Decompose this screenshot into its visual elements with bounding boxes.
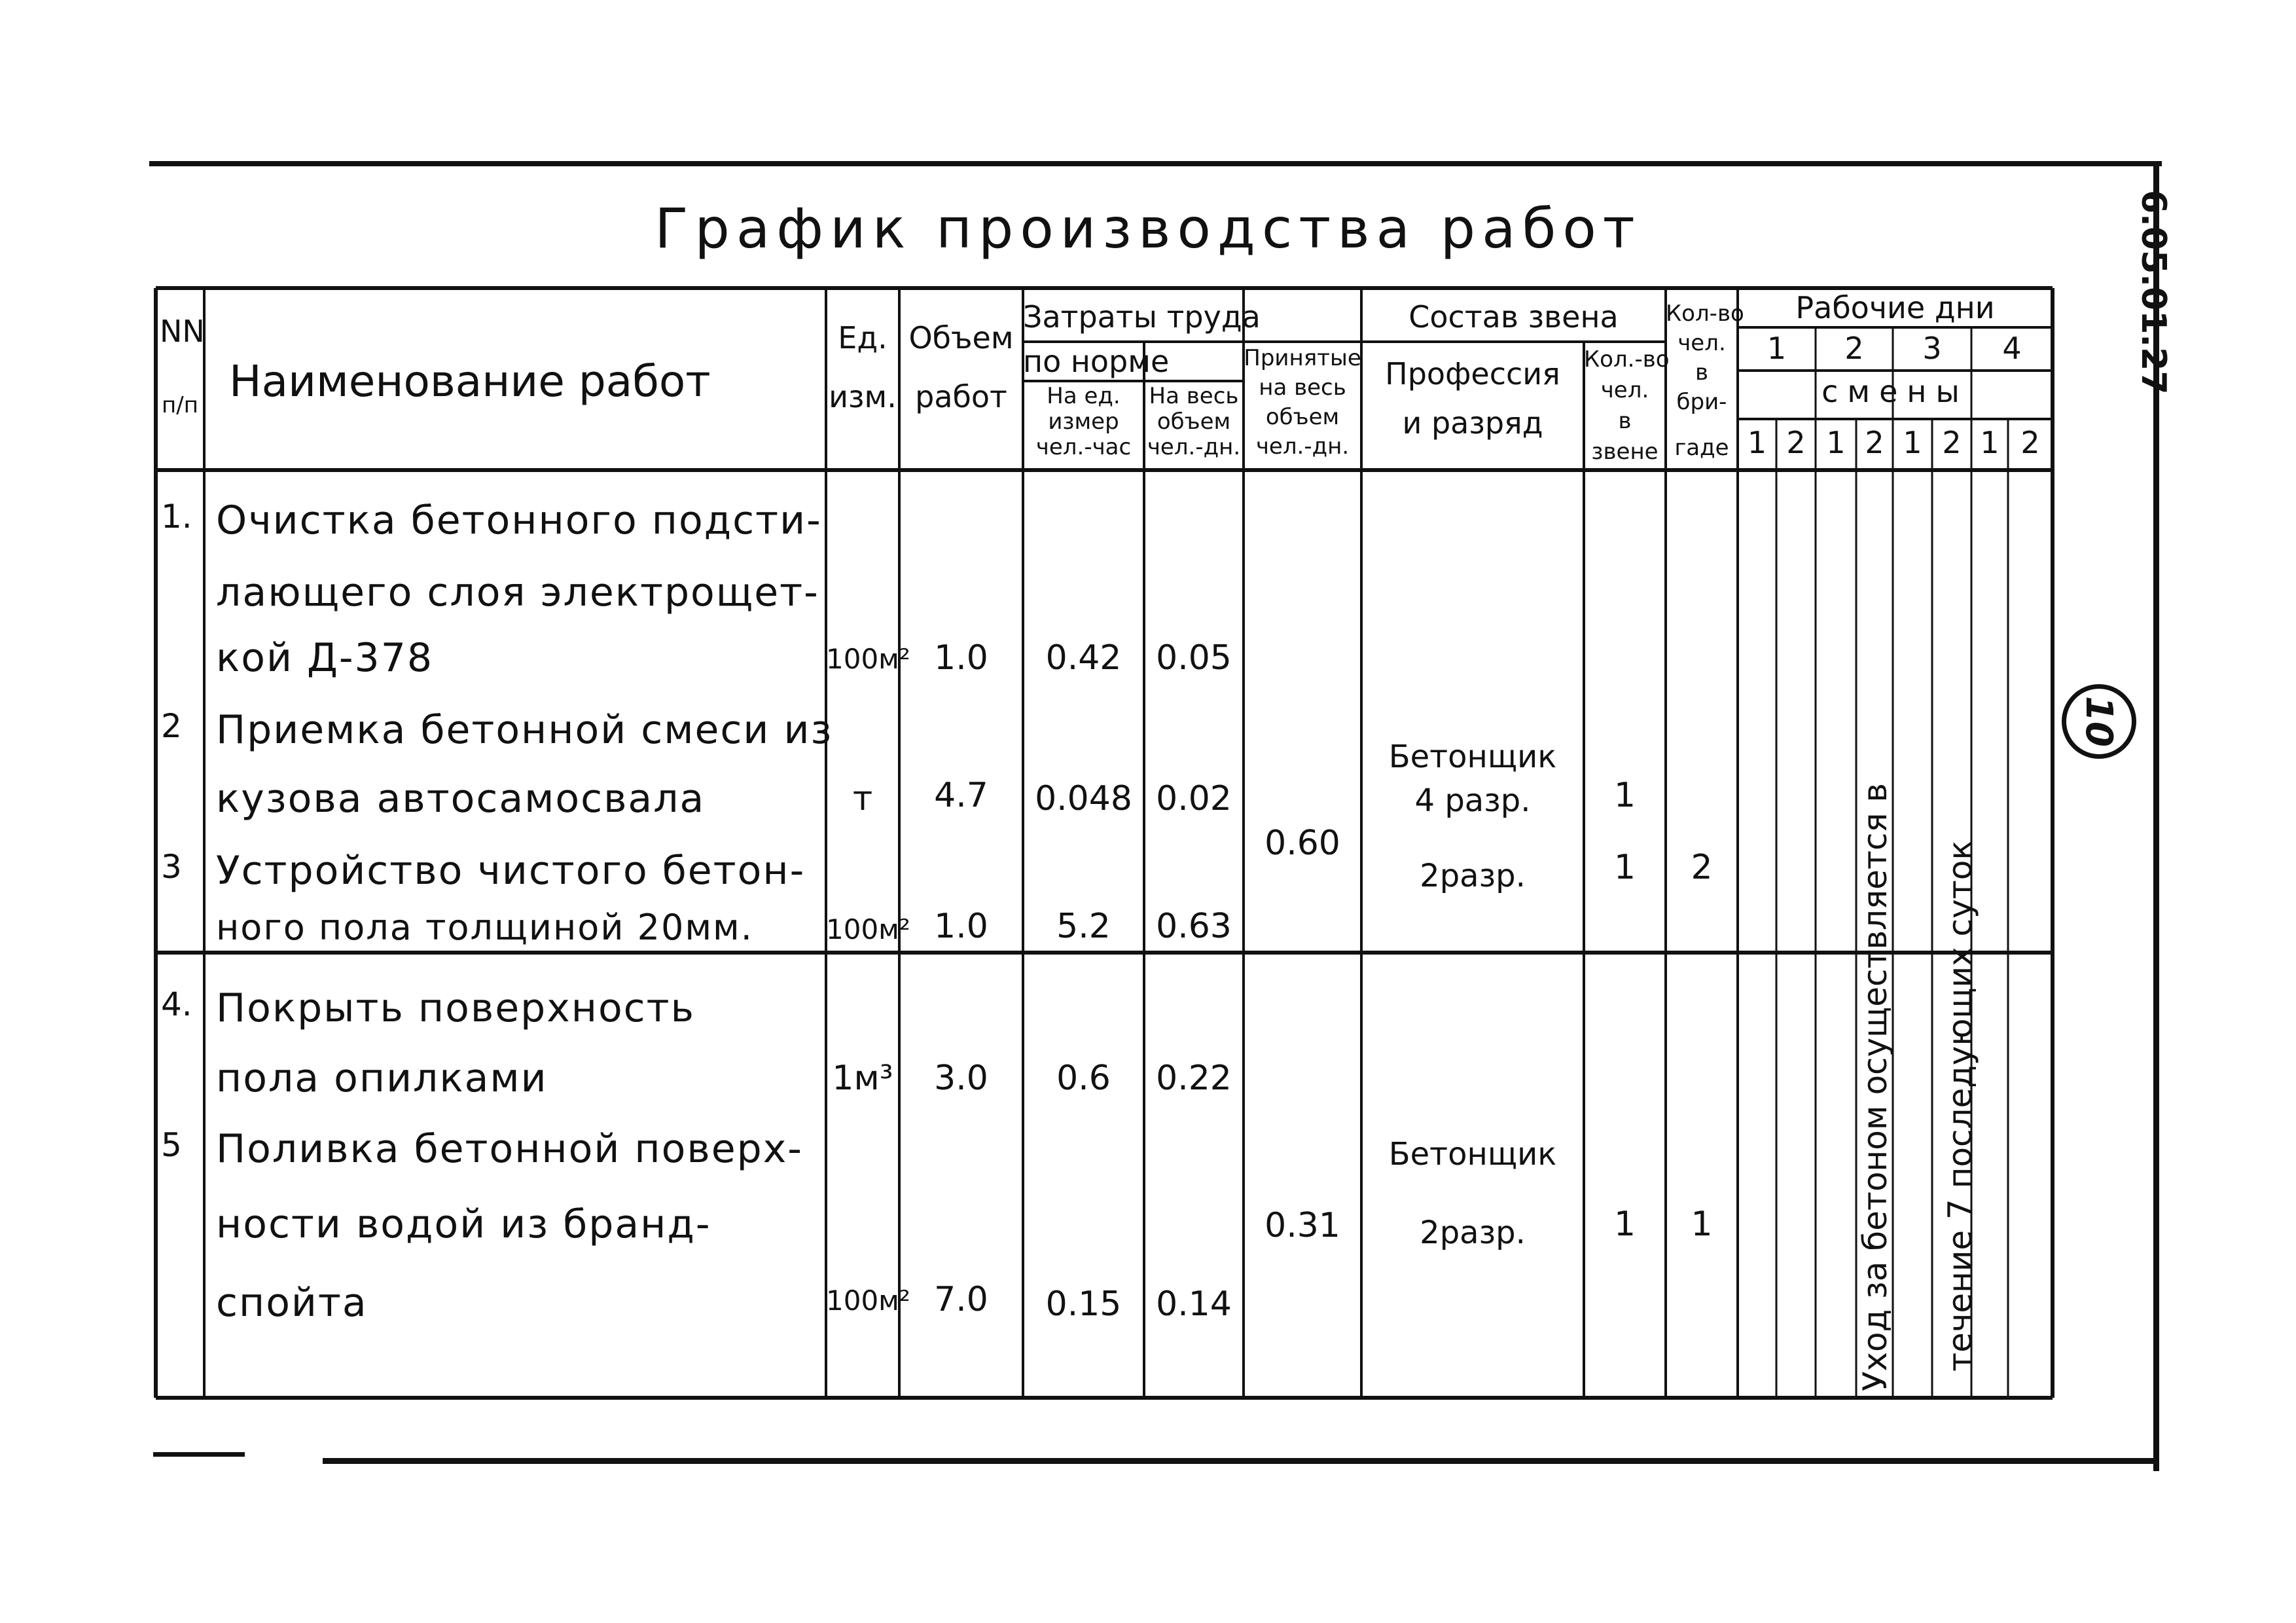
header-per-unit-1: На ед.	[1047, 383, 1121, 409]
row-1-volume: 1.0	[934, 638, 988, 678]
header-accepted-1: Принятые	[1244, 345, 1361, 371]
header-profession-1: Профессия	[1385, 356, 1560, 392]
group-1-link-2: 1	[1613, 848, 1636, 887]
row-4-number: 4.	[161, 985, 192, 1023]
group-2-brigade: 1	[1691, 1205, 1713, 1244]
header-count-brig-2: чел.	[1677, 330, 1726, 356]
row-2-number: 2	[161, 707, 182, 745]
schedule-note-2: течение 7 последующих суток	[1941, 840, 1979, 1372]
header-profession-2: и разряд	[1402, 405, 1543, 441]
header-per-unit-2: измер	[1048, 409, 1119, 435]
row-3-per-unit: 5.2	[1056, 907, 1111, 946]
row-4-unit: 1м³	[832, 1059, 893, 1098]
header-accepted-4: чел.-дн.	[1255, 433, 1350, 460]
header-unit-2: изм.	[829, 379, 897, 414]
header-labor: Затраты труда	[1023, 299, 1261, 335]
row-5-per-total: 0.14	[1156, 1285, 1232, 1324]
header-np: п/п	[162, 392, 198, 418]
group-2-link: 1	[1613, 1205, 1636, 1244]
header-count-link-2: чел.	[1600, 377, 1649, 403]
row-3-unit: 100м²	[826, 913, 910, 945]
row-5-name-line-1: Поливка бетонной поверх-	[216, 1126, 803, 1172]
row-5-name-line-2: ности водой из бранд-	[216, 1201, 711, 1247]
row-5-name-line-3: спойта	[216, 1280, 368, 1326]
header-count-brig-3: в	[1695, 359, 1709, 386]
group-1-grade-2: 2разр.	[1420, 858, 1526, 894]
header-by-norm: по норме	[1023, 344, 1170, 379]
row-3-name-line-2: ного пола толщиной 20мм.	[216, 907, 753, 948]
header-count-link-3: в	[1618, 408, 1632, 434]
row-5-number: 5	[161, 1126, 182, 1164]
page-number: 10	[2077, 696, 2121, 747]
group-2-grade: 2разр.	[1420, 1214, 1526, 1251]
header-shift-3: 1	[1826, 425, 1846, 460]
row-1-number: 1.	[161, 498, 192, 536]
document-title: График производства работ	[655, 196, 1641, 261]
row-5-volume: 7.0	[934, 1280, 988, 1319]
row-1-per-unit: 0.42	[1045, 638, 1122, 678]
row-1-name-line-2: лающего слоя электрощет-	[216, 570, 819, 615]
row-2-name-line-1: Приемка бетонной смеси из	[216, 707, 833, 753]
header-accepted-2: на весь	[1259, 374, 1346, 401]
header-workdays: Рабочие дни	[1795, 290, 1995, 325]
header-per-total-2: объем	[1157, 409, 1231, 435]
row-2-name-line-2: кузова автосамосвала	[216, 776, 706, 822]
header-crew: Состав звена	[1408, 299, 1619, 335]
row-3-per-total: 0.63	[1156, 907, 1232, 946]
header-count-brig-5: гаде	[1674, 435, 1729, 461]
header-shifts: смены	[1821, 374, 1969, 409]
header-shift-1: 1	[1747, 425, 1767, 460]
row-2-volume: 4.7	[934, 776, 988, 815]
header-unit-1: Ед.	[838, 320, 888, 356]
row-1-per-total: 0.05	[1156, 638, 1232, 678]
header-day-4: 4	[2002, 331, 2022, 366]
row-4-per-unit: 0.6	[1056, 1059, 1111, 1098]
header-shift-2: 2	[1786, 425, 1806, 460]
group-1-accepted: 0.60	[1265, 824, 1340, 863]
header-per-total-3: чел.-дн.	[1147, 434, 1241, 460]
row-1-name-line-1: Очистка бетонного подсти-	[216, 498, 822, 543]
group-2-profession: Бетонщик	[1388, 1136, 1557, 1173]
group-1-link-1: 1	[1613, 776, 1636, 815]
row-4-volume: 3.0	[934, 1059, 988, 1098]
row-2-per-total: 0.02	[1156, 779, 1232, 818]
row-2-per-unit: 0.048	[1035, 779, 1132, 818]
header-day-1: 1	[1767, 331, 1787, 366]
schedule-note-1: Уход за бетоном осуществляется в	[1856, 783, 1894, 1391]
row-4-per-total: 0.22	[1156, 1059, 1232, 1098]
row-1-unit: 100м²	[826, 643, 910, 675]
header-day-3: 3	[1922, 331, 1942, 366]
row-3-number: 3	[161, 848, 182, 886]
group-2-accepted: 0.31	[1265, 1206, 1340, 1245]
header-shift-6: 2	[1942, 425, 1962, 460]
row-4-name-line-1: Покрыть поверхность	[216, 985, 695, 1031]
group-1-grade-1: 4 разр.	[1414, 782, 1531, 819]
header-shift-8: 2	[2020, 425, 2040, 460]
header-count-link-1: Кол.-во	[1584, 346, 1670, 373]
group-1-profession: Бетонщик	[1388, 739, 1557, 775]
header-volume-1: Объем	[908, 320, 1014, 356]
header-accepted-3: объем	[1265, 404, 1340, 430]
row-2-unit: т	[852, 779, 873, 818]
sheet-code: 6.05.01.27	[2134, 190, 2173, 395]
row-3-volume: 1.0	[934, 907, 988, 946]
row-5-per-unit: 0.15	[1045, 1285, 1122, 1324]
header-count-brig-4: бри-	[1676, 389, 1727, 415]
header-shift-4: 2	[1865, 425, 1884, 460]
header-day-2: 2	[1844, 331, 1864, 366]
header-count-brig-1: Кол-во	[1666, 301, 1744, 327]
row-5-unit: 100м²	[826, 1285, 910, 1317]
header-shift-7: 1	[1980, 425, 2000, 460]
header-shift-5: 1	[1903, 425, 1922, 460]
group-1-brigade: 2	[1691, 848, 1713, 887]
row-1-name-line-3: кой Д-378	[216, 635, 434, 681]
header-count-link-4: звене	[1591, 439, 1659, 465]
row-3-name-line-1: Устройство чистого бетон-	[216, 848, 806, 894]
header-volume-2: работ	[915, 379, 1007, 414]
header-per-unit-3: чел.-час	[1035, 434, 1132, 460]
header-nn: NN	[160, 314, 205, 349]
row-4-name-line-2: пола опилками	[216, 1055, 548, 1101]
header-per-total-1: На весь	[1149, 383, 1239, 409]
header-work-name: Наименование работ	[229, 356, 711, 407]
